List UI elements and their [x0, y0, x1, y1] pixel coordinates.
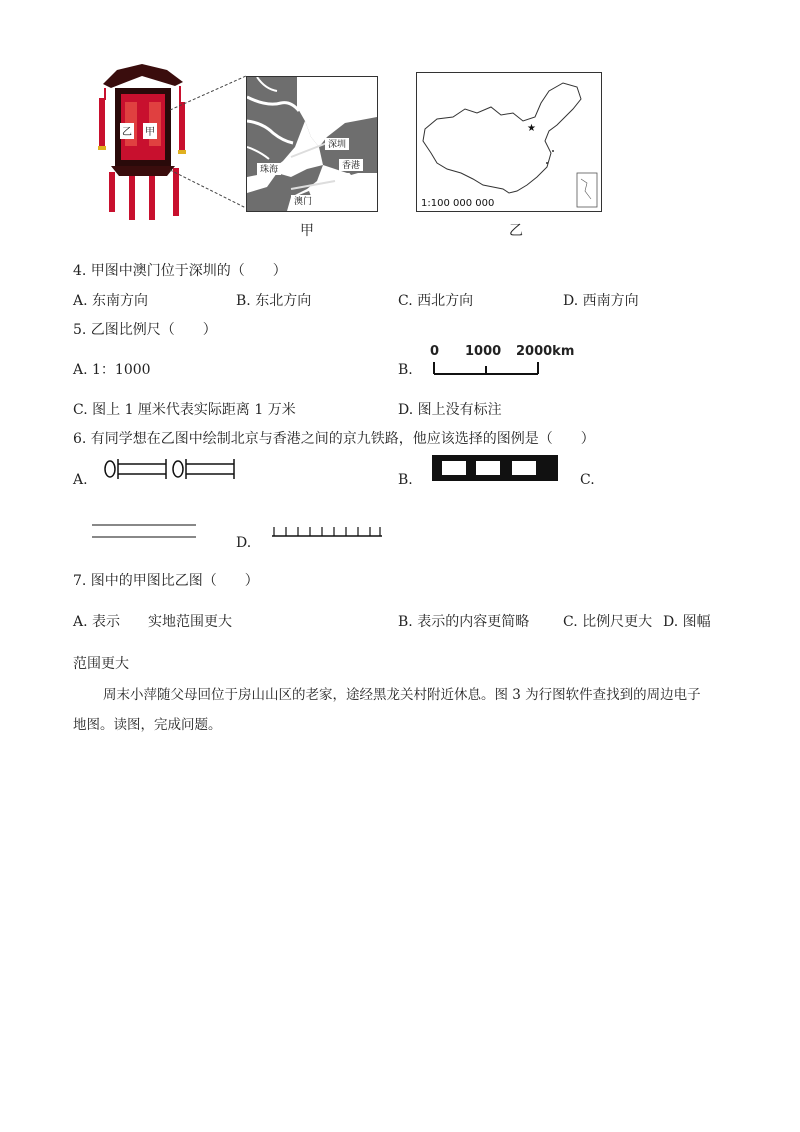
question-4-stem: 4. 甲图中澳门位于深圳的（ ）	[73, 263, 287, 279]
scale-label-0: 0	[430, 344, 440, 359]
scale-bar-figure	[430, 344, 580, 378]
scale-bar-line	[430, 360, 542, 376]
map-jia-drawing	[247, 77, 377, 211]
lantern-label-yi: 乙	[122, 127, 132, 138]
map-yi-scale: 1:100 000 000	[421, 198, 495, 209]
place-zhuhai: 珠海	[259, 165, 279, 175]
place-hongkong: 香港	[341, 161, 361, 171]
scale-label-1000: 1000	[465, 344, 502, 359]
question-5-option-a[interactable]: A. 1：1000	[73, 362, 151, 378]
connector-lines	[170, 70, 250, 220]
map-jia-caption: 甲	[300, 223, 314, 239]
question-7-option-a[interactable]: A. 表示 实地范围更大	[73, 614, 233, 630]
legend-b-symbol	[432, 455, 560, 483]
question-5-option-b[interactable]: B.	[398, 362, 413, 378]
lantern-label-jia: 甲	[145, 127, 155, 138]
scale-label-2000km: 2000km	[516, 344, 575, 359]
map-yi-drawing	[417, 73, 601, 211]
question-6-option-b[interactable]: B.	[398, 472, 413, 488]
legend-c-symbol	[90, 520, 200, 542]
map-yi-caption: 乙	[509, 223, 523, 239]
question-5-stem: 5. 乙图比例尺（ ）	[73, 322, 217, 338]
question-4-option-a[interactable]: A. 东南方向	[73, 293, 149, 309]
place-macau: 澳门	[293, 197, 313, 207]
passage-line-1: 周末小萍随父母回位于房山山区的老家，途经黑龙关村附近休息。图 3 为行图软件查找到的周边电子	[103, 687, 701, 703]
question-6-stem: 6. 有同学想在乙图中绘制北京与香港之间的京九铁路，他应该选择的图例是（ ）	[73, 431, 595, 447]
legend-d-symbol	[270, 524, 386, 540]
map-yi	[416, 72, 602, 212]
place-shenzhen: 深圳	[327, 140, 347, 150]
passage-line-2: 地图。读图，完成问题。	[73, 717, 222, 733]
question-7-option-d[interactable]: D. 图幅	[663, 614, 711, 630]
question-6-option-d[interactable]: D.	[236, 535, 252, 551]
beijing-star-icon: ★	[527, 123, 536, 134]
map-jia	[246, 76, 378, 212]
question-7-option-c[interactable]: C. 比例尺更大	[563, 614, 653, 630]
question-4-option-d[interactable]: D. 西南方向	[563, 293, 639, 309]
question-4-option-c[interactable]: C. 西北方向	[398, 293, 474, 309]
question-6-option-a[interactable]: A.	[73, 472, 88, 488]
question-7-option-b[interactable]: B. 表示的内容更简略	[398, 614, 530, 630]
question-4-option-b[interactable]: B. 东北方向	[236, 293, 312, 309]
question-5-option-d[interactable]: D. 图上没有标注	[398, 402, 502, 418]
question-7-option-d-continuation: 范围更大	[73, 656, 129, 672]
question-5-option-c[interactable]: C. 图上 1 厘米代表实际距离 1 万米	[73, 402, 296, 418]
question-7-stem: 7. 图中的甲图比乙图（ ）	[73, 573, 259, 589]
question-6-option-c[interactable]: C.	[580, 472, 595, 488]
legend-a-symbol	[100, 455, 240, 483]
